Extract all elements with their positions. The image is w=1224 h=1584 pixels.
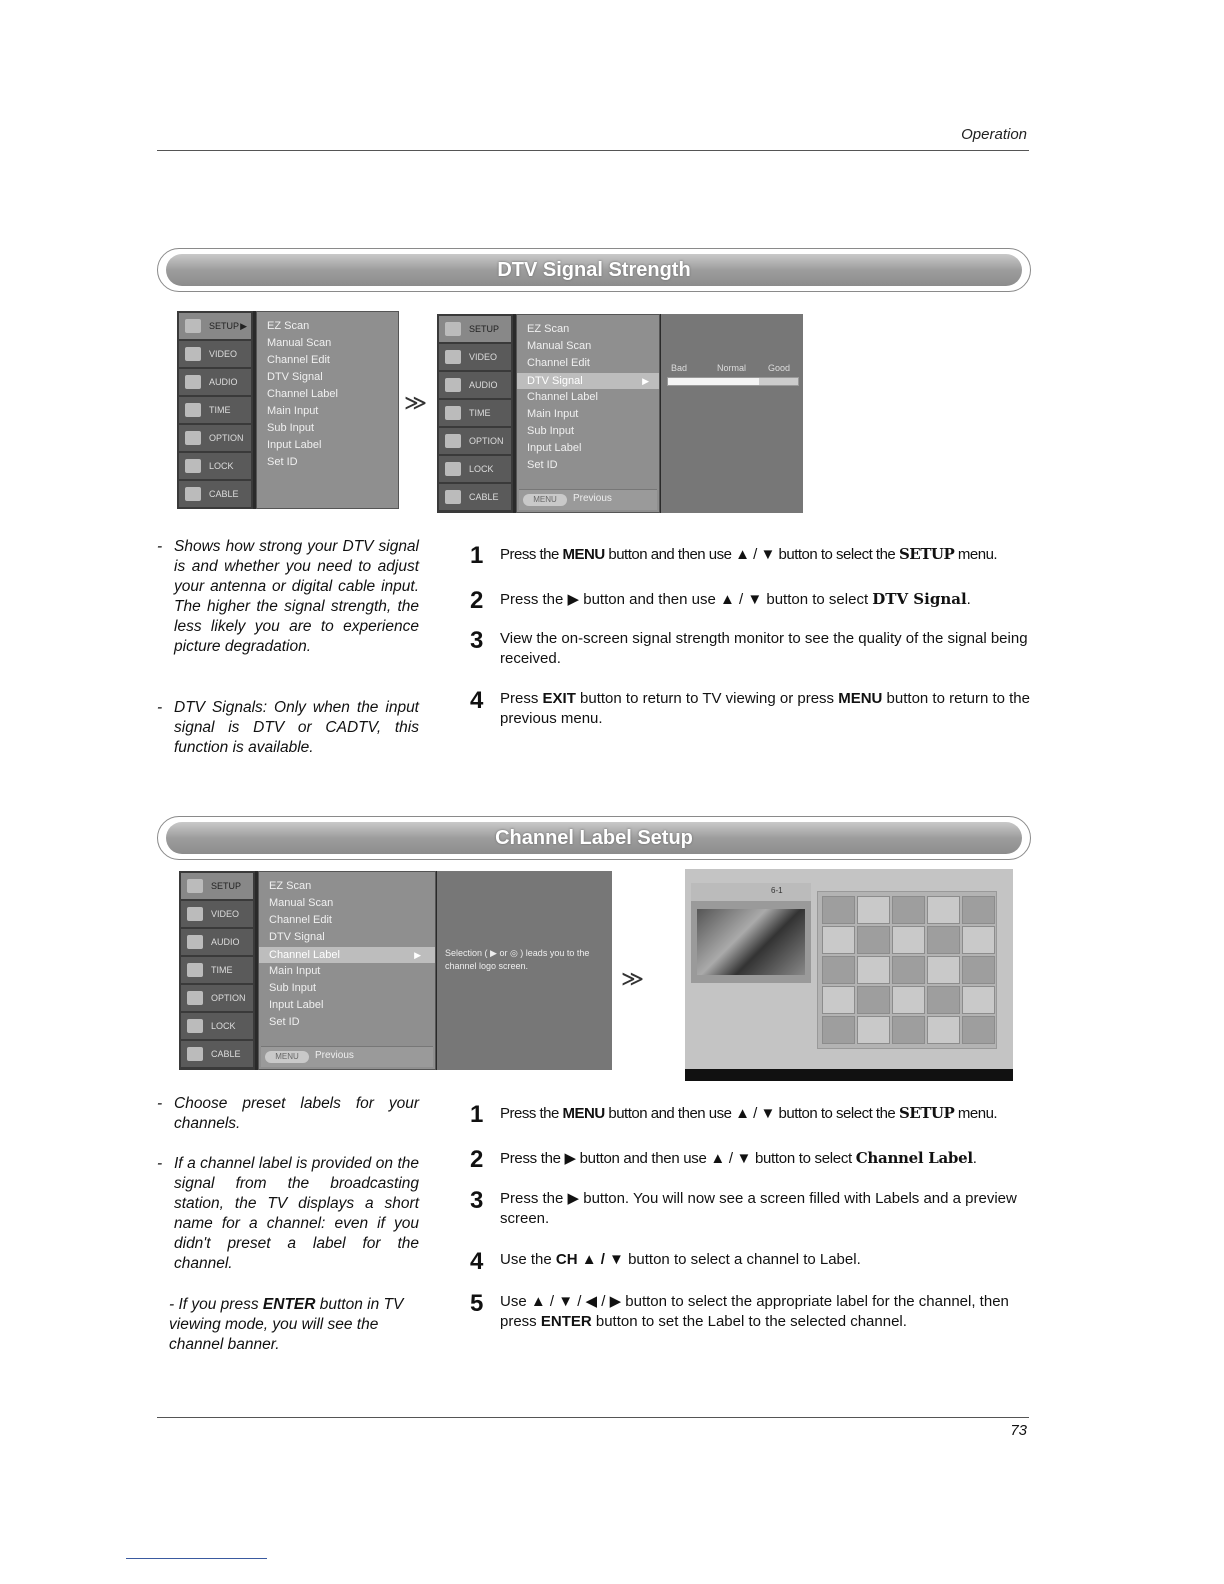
video-icon [185,347,201,361]
logo-cell[interactable] [822,956,855,984]
logo-cell[interactable] [892,956,925,984]
page-number: 73 [1010,1422,1027,1439]
lock-icon [187,1019,203,1033]
section-banner-dtv-signal [157,248,1031,292]
previous-label: Previous [315,1050,354,1061]
sub-item-set-id[interactable]: Set ID [527,459,558,471]
logo-cell[interactable] [822,1016,855,1044]
sub-item-input-label[interactable]: Input Label [267,439,322,451]
osd-setup-menu-1 [177,311,399,509]
osd-side-menu [437,314,513,513]
preview-banner [691,883,811,901]
sub-item-set-id[interactable]: Set ID [269,1016,300,1028]
setup-icon [445,322,461,336]
step-2: 2 Press the ▶ button and then use ▲ / ▼ button to select DTV Signal. [470,587,971,614]
sub-item-main-input[interactable]: Main Input [527,408,579,420]
sub-item-input-label[interactable]: Input Label [527,442,582,454]
logo-cell[interactable] [892,896,925,924]
step-4: 4 Press EXIT button to return to TV viewing or press MENU button to return to the previous menu. [470,687,1030,727]
sub-item-manual-scan[interactable]: Manual Scan [267,337,332,349]
side-item-time[interactable]: TIME [181,957,253,983]
side-item-setup[interactable]: SETUP [181,873,253,899]
wrench-icon [445,434,461,448]
sub-item-dtv-signal[interactable]: DTV Signal [267,371,323,383]
sub-item-set-id[interactable]: Set ID [267,456,298,468]
note-2: - DTV Signals: Only when the input signal is DTV or CADTV, this function is available. [157,699,419,756]
side-item-setup[interactable]: SETUP ▶ [179,313,251,339]
next-arrow-icon: ≫ [404,390,428,415]
step-5: 5 Use ▲ / ▼ / ◀ / ▶ button to select the appropriate label for the channel, then press ENTER button to set the Label to the selected channel. [470,1290,1009,1330]
osd-sub-menu [516,314,660,513]
logo-cell[interactable] [822,896,855,924]
logo-cell[interactable] [962,986,995,1014]
signal-level-normal: Normal [717,363,747,373]
side-item-video[interactable]: VIDEO [439,344,511,370]
logo-cell[interactable] [962,926,995,954]
side-item-cable[interactable]: CABLE [439,484,511,510]
signal-strength-fill [668,378,759,385]
sub-item-channel-label[interactable]: Channel Label [527,391,598,403]
bottom-link-line [126,1558,267,1559]
hint-panel [437,871,612,1070]
logo-cell[interactable] [927,956,960,984]
logo-cell[interactable] [892,986,925,1014]
step-4: 4 Use the CH ▲ / ▼ button to select a channel to Label. [470,1248,861,1275]
step-2: 2 Press the ▶ button and then use ▲ / ▼ button to select Channel Label. [470,1146,977,1173]
step-3: 3 Press the ▶ button. You will now see a screen filled with Labels and a preview screen. [470,1187,1017,1227]
logo-cell[interactable] [857,896,890,924]
sub-item-sub-input[interactable]: Sub Input [527,425,575,437]
sub-item-dtv-signal-selected[interactable]: DTV Signal ▶ [517,373,659,389]
logo-grid [817,891,997,1049]
note-4: - If a channel label is provided on the signal from the broadcasting station, the TV displays a short name for a channel: even if you didn't preset a label for the channel. [157,1155,419,1272]
logo-cell[interactable] [962,956,995,984]
step-3: 3 View the on-screen signal strength monitor to see the quality of the signal being received. [470,627,1028,667]
logo-cell[interactable] [962,896,995,924]
preview-screen [691,883,811,983]
footer-rule [157,1417,1029,1418]
arrow-right-icon: ▶ [414,950,421,960]
side-item-audio[interactable]: AUDIO [179,369,251,395]
menu-key: MENU [523,494,567,506]
sub-item-channel-label-selected[interactable]: Channel Label ▶ [259,947,435,963]
side-item-option[interactable]: OPTION [181,985,253,1011]
side-item-lock[interactable]: LOCK [439,456,511,482]
cable-icon [445,490,461,504]
preview-channel-number: 6-1 [771,886,783,895]
logo-cell[interactable] [822,986,855,1014]
note-3: - Choose preset labels for your channels. [157,1095,419,1132]
sub-item-channel-edit[interactable]: Channel Edit [269,914,332,926]
clock-icon [187,963,203,977]
step-1: 1 Press the MENU button and then use ▲ / ▼ button to select the SETUP menu. [470,542,998,569]
side-item-time[interactable]: TIME [179,397,251,423]
clock-icon [185,403,201,417]
sub-item-manual-scan[interactable]: Manual Scan [269,897,334,909]
next-arrow-icon: ≫ [621,966,645,991]
wrench-icon [185,431,201,445]
sub-item-ez-scan[interactable]: EZ Scan [269,880,312,892]
sub-item-ez-scan[interactable]: EZ Scan [527,323,570,335]
sub-item-sub-input[interactable]: Sub Input [267,422,315,434]
step-1: 1 Press the MENU button and then use ▲ / ▼ button to select the SETUP menu. [470,1101,998,1128]
logo-cell[interactable] [892,1016,925,1044]
logo-cell[interactable] [927,986,960,1014]
logo-cell[interactable] [857,986,890,1014]
previous-label: Previous [573,493,612,504]
logo-cell[interactable] [857,956,890,984]
osd-sub-menu [256,311,399,509]
note-5: - If you press ENTER button in TV viewing mode, you will see the channel banner. [169,1296,404,1353]
lock-icon [445,462,461,476]
side-item-video[interactable]: VIDEO [179,341,251,367]
sub-item-sub-input[interactable]: Sub Input [269,982,317,994]
channel-logo-screen [685,869,1013,1081]
cable-icon [185,487,201,501]
logo-cell[interactable] [857,926,890,954]
logo-cell[interactable] [892,926,925,954]
osd-sub-menu [258,871,436,1070]
side-item-lock[interactable]: LOCK [179,453,251,479]
logo-cell[interactable] [857,1016,890,1044]
osd-side-menu [179,871,255,1070]
sub-item-ez-scan[interactable]: EZ Scan [267,320,310,332]
section-banner-channel-label [157,816,1031,860]
signal-level-bad: Bad [671,363,688,373]
side-item-option[interactable]: OPTION [439,428,511,454]
setup-icon [185,319,201,333]
sub-item-dtv-signal[interactable]: DTV Signal [269,931,325,943]
side-item-audio[interactable]: AUDIO [439,372,511,398]
audio-icon [185,375,201,389]
signal-panel [661,314,803,513]
logo-cell[interactable] [822,926,855,954]
side-item-lock[interactable]: LOCK [181,1013,253,1039]
side-item-setup[interactable]: SETUP [439,316,511,342]
video-icon [445,350,461,364]
menu-key: MENU [265,1051,309,1063]
arrow-right-icon: ▶ [240,321,247,331]
cable-icon [187,1047,203,1061]
side-item-cable[interactable]: CABLE [179,481,251,507]
selection-hint: Selection ( ▶ or ◎ ) leads you to the channel logo screen. [445,948,590,971]
audio-icon [445,378,461,392]
section-title: DTV Signal Strength [166,254,1022,286]
previous-bar [261,1046,433,1067]
header-rule [157,150,1029,151]
wrench-icon [187,991,203,1005]
side-item-option[interactable]: OPTION [179,425,251,451]
signal-strength-bar [667,377,799,386]
side-item-video[interactable]: VIDEO [181,901,253,927]
side-item-audio[interactable]: AUDIO [181,929,253,955]
osd-channel-label-menu [179,871,612,1070]
section-header: Operation [961,126,1027,143]
previous-bar [519,489,657,510]
lock-icon [185,459,201,473]
sub-item-channel-edit[interactable]: Channel Edit [527,357,590,369]
section-title: Channel Label Setup [166,822,1022,854]
arrow-right-icon: ▶ [642,376,649,386]
clock-icon [445,406,461,420]
sub-item-input-label[interactable]: Input Label [269,999,324,1011]
side-item-time[interactable]: TIME [439,400,511,426]
side-item-cable[interactable]: CABLE [181,1041,253,1067]
audio-icon [187,935,203,949]
osd-side-menu [177,311,253,509]
sub-item-main-input[interactable]: Main Input [267,405,319,417]
logo-screen-footer [685,1069,1013,1081]
logo-cell[interactable] [962,1016,995,1044]
sub-item-manual-scan[interactable]: Manual Scan [527,340,592,352]
osd-dtv-signal-menu [437,314,803,513]
logo-cell[interactable] [927,926,960,954]
sub-item-channel-edit[interactable]: Channel Edit [267,354,330,366]
logo-cell[interactable] [927,896,960,924]
sub-item-channel-label[interactable]: Channel Label [267,388,338,400]
logo-cell[interactable] [927,1016,960,1044]
setup-icon [187,879,203,893]
video-icon [187,907,203,921]
preview-image [697,909,805,975]
signal-level-good: Good [768,363,791,373]
note-1: - Shows how strong your DTV signal is and whether you need to adjust your antenna or digital cable input. The higher the signal strength, the less likely you are to experience picture degradation. [157,538,419,655]
sub-item-main-input[interactable]: Main Input [269,965,321,977]
